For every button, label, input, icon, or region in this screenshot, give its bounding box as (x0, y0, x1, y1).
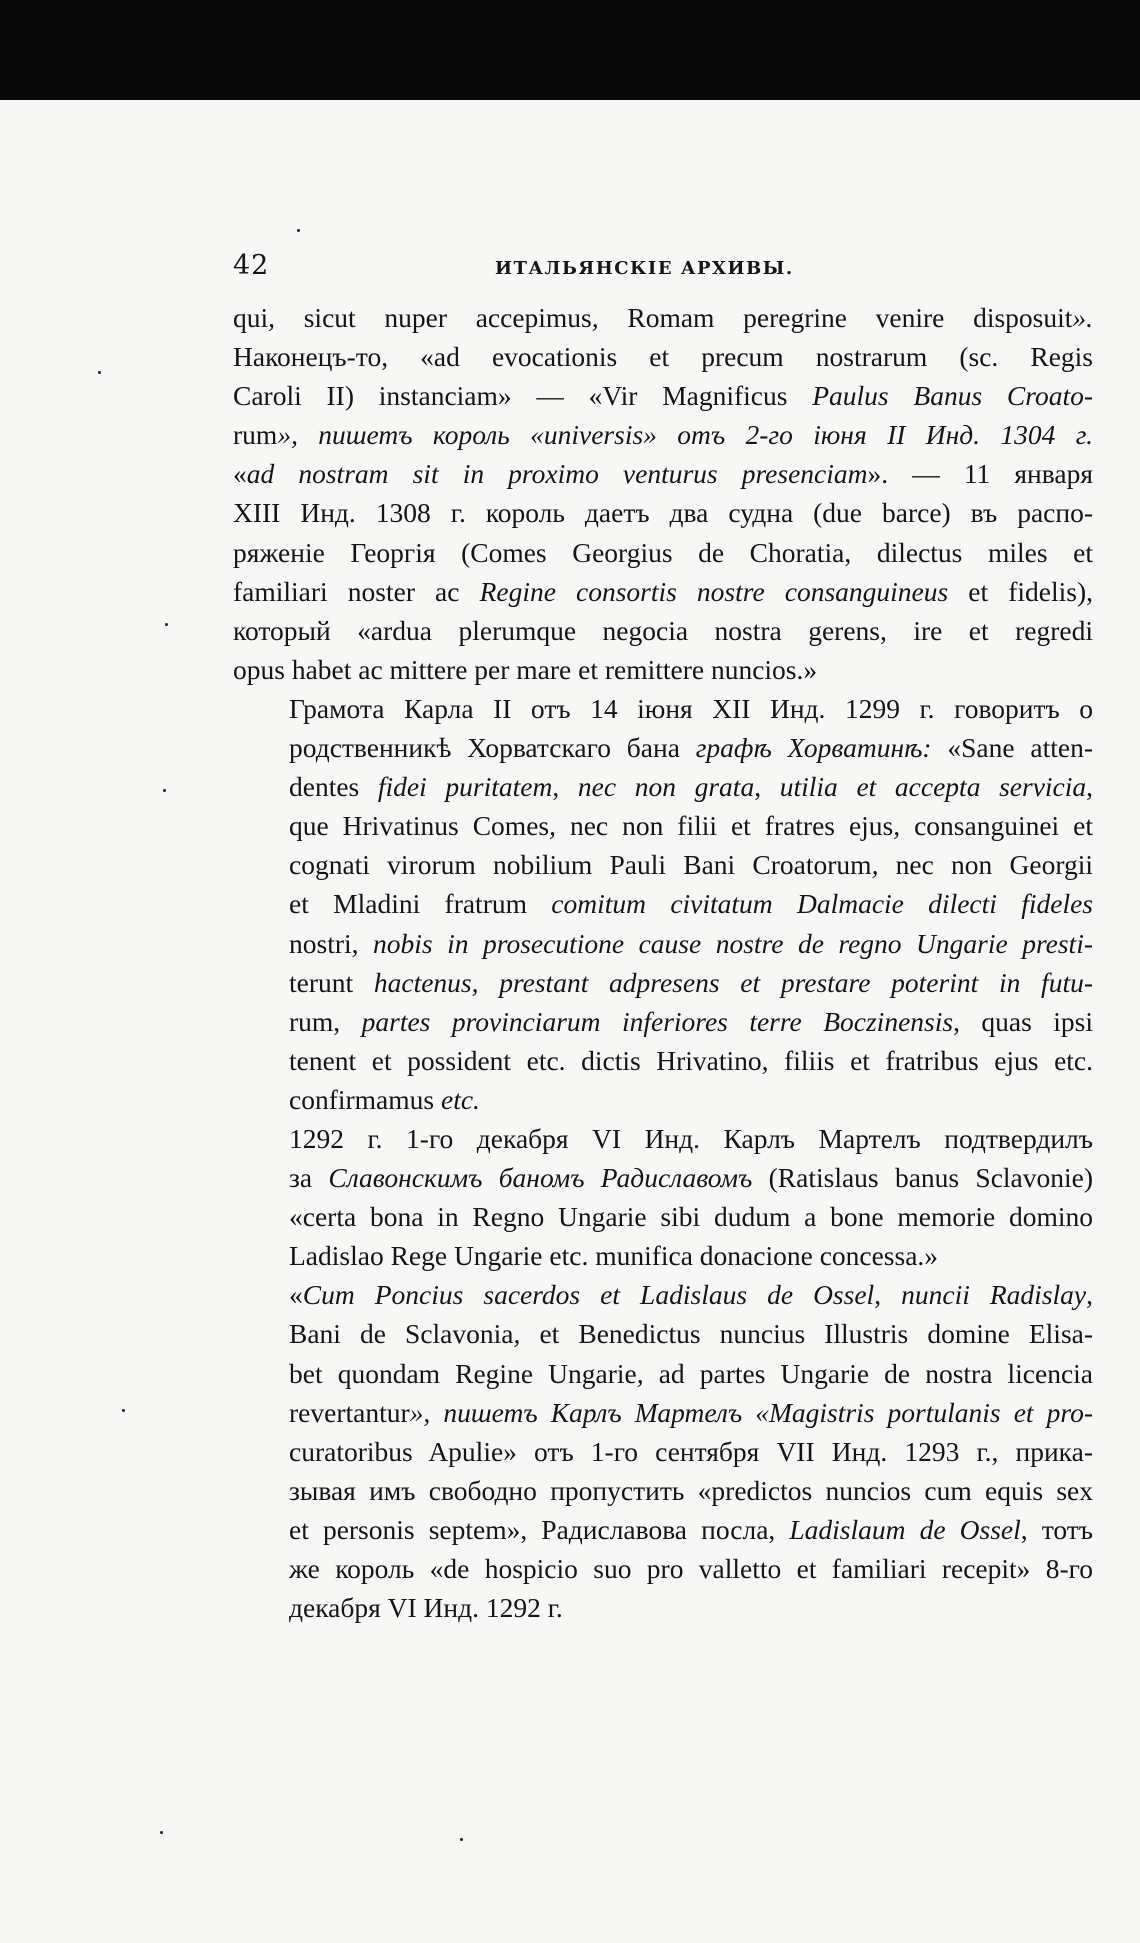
text-span: « (289, 1279, 303, 1311)
text-line (233, 533, 1093, 572)
text-span: ad partes Ungarie de nostra licencia (658, 1357, 1094, 1389)
text-span: revertantur (289, 1396, 410, 1428)
scan-speck (160, 1831, 163, 1834)
italic-span: nuncii Radislay (901, 1279, 1087, 1311)
text-span: ». — 11 января (867, 458, 1094, 490)
scan-speck (460, 1838, 463, 1841)
text-span: Наконецъ-то, «ad evocationis et precum nostrarum (sc. Regis (233, 341, 1093, 373)
italic-span: Regine consortis nostre consanguineus (479, 575, 949, 607)
text-line (233, 1432, 1093, 1471)
scan-speck (98, 371, 101, 374)
text-span: , (874, 1279, 902, 1311)
text-span: nec non Georgii (895, 849, 1094, 881)
text-span: rum (233, 419, 278, 451)
text-span: consanguinei et (914, 810, 1093, 842)
italic-span: utilia et accepta servicia (779, 771, 1087, 803)
italic-span: ». (1072, 302, 1094, 333)
text-span: Ladislao Rege Ungarie etc. munifica donacione concessa.» (289, 1240, 939, 1272)
text-line (233, 1158, 1093, 1197)
italic-span: Cum Poncius sacerdos et Ladislaus de Ossel (302, 1279, 875, 1311)
text-line (233, 806, 1093, 845)
text-span: родственникѣ Хорватскаго бана (289, 732, 696, 764)
scan-speck (297, 229, 300, 232)
text-span: «certa bona in Regno Ungarie sibi dudum a bone memorie domino (289, 1201, 1093, 1233)
page-number: 42 (233, 250, 270, 281)
text-span: qui (233, 302, 269, 333)
text-line (233, 1354, 1093, 1393)
text-span: , (1086, 1279, 1093, 1311)
text-line (233, 924, 1093, 963)
text-span: , тотъ (1020, 1513, 1094, 1545)
paragraph (233, 1275, 1093, 1627)
text-line (233, 1197, 1093, 1236)
italic-span: », пишетъ Карлъ Мартелъ «Magistris portulanis et pro- (409, 1396, 1093, 1428)
text-line (233, 454, 1093, 493)
scan-edge-notch (0, 20, 16, 80)
text-span: который «ardua plerumque negocia nostra gerens, ire et regredi (233, 614, 1093, 646)
text-span: Грамота Карла II отъ 14 іюня XII Инд. 1299 г. говоритъ о (289, 692, 1093, 724)
italic-span: comitum civitatum Dalmacie dilecti fideles (527, 888, 1093, 920)
italic-span: графѣ Хорватинѣ: (695, 732, 932, 764)
text-line (233, 415, 1093, 454)
text-span: bet quondam Regine Ungarie (289, 1357, 637, 1389)
paragraph (233, 298, 1093, 689)
italic-span: , (513, 1318, 540, 1350)
text-line (233, 493, 1093, 532)
text-span: « (233, 458, 247, 490)
text-span: (Ratislaus banus Sclavonie) (752, 1162, 1094, 1194)
text-span: же король «de hospicio suo pro valletto et familiari recepit» 8-го (289, 1553, 1093, 1584)
text-span: curatoribus Apulie» отъ 1-го сентября VII Инд. 1293 г., прика- (289, 1435, 1093, 1467)
text-span: et Mladini fratrum (289, 888, 527, 920)
italic-span: , (549, 810, 570, 842)
paragraph (233, 1119, 1093, 1275)
italic-span: partes provinciarum inferiores terre Boczinensis (361, 1005, 954, 1037)
text-line (233, 298, 1093, 337)
text-line (233, 1119, 1093, 1158)
text-line (233, 689, 1093, 728)
italic-span: , (591, 302, 628, 333)
book-page (233, 238, 1093, 1627)
text-line (233, 1002, 1093, 1041)
text-span: зывая имъ свободно пропустить «predictos nuncios cum equis sex (289, 1474, 1093, 1506)
text-span: sicut nuper accepimus (303, 302, 592, 333)
text-line (233, 1588, 1093, 1627)
text-line (233, 337, 1093, 376)
text-span: , (754, 771, 780, 803)
text-span: opus habet ac mittere per mare et remittere nuncios.» (233, 653, 818, 685)
italic-span: Paulus Banus Croato- (812, 380, 1093, 412)
italic-span: fidei puritatem (377, 771, 553, 803)
text-line (233, 1236, 1093, 1275)
body-text (233, 298, 1093, 1627)
text-span: et Benedictus nuncius Illustris domine Elisa- (539, 1318, 1094, 1350)
italic-span: , (268, 302, 304, 333)
text-span: que Hrivatinus Comes (289, 810, 550, 842)
italic-span: etc. (434, 1083, 480, 1115)
scan-speck (163, 789, 166, 792)
text-span: декабря VI Инд. 1292 г. (289, 1592, 563, 1624)
italic-span: nobis in prosecutione cause nostre de regno Ungarie presti- (373, 927, 1094, 959)
text-span: Romam peregrine venire disposuit (627, 302, 1073, 333)
text-span: , (1086, 771, 1094, 803)
text-line (233, 611, 1093, 650)
running-head (233, 238, 1093, 298)
text-span: rum, (289, 1005, 362, 1037)
text-line (233, 1275, 1093, 1314)
text-line (233, 1471, 1093, 1510)
text-span: et fidelis), (948, 575, 1093, 607)
italic-span: , (636, 1357, 659, 1389)
scan-speck (165, 623, 168, 626)
text-line (233, 1080, 1093, 1119)
text-span: XIII Инд. 1308 г. король даетъ два судна (due barce) въ распо- (233, 497, 1093, 529)
text-span: nostri, (289, 927, 374, 959)
text-line (233, 376, 1093, 415)
italic-span: Ladislaum de Ossel (789, 1513, 1021, 1545)
text-span: et personis septem», Радиславова посла, (289, 1513, 790, 1545)
paragraph (233, 689, 1093, 1119)
text-line (233, 884, 1093, 923)
italic-span: Славонскимъ баномъ Радиславомъ (328, 1162, 753, 1194)
text-line (233, 1549, 1093, 1588)
text-span: ряженіе Георгія (Comes Georgius de Choratia, dilectus miles et (233, 536, 1093, 568)
text-span: nec non filii et fratres ejus (569, 810, 894, 842)
text-line (233, 650, 1093, 689)
text-line (233, 963, 1093, 1002)
text-span: terunt (289, 966, 354, 998)
italic-span: hactenus, prestant adpresens et prestare poterint in futu- (353, 966, 1093, 998)
text-span: dentes (289, 771, 378, 803)
text-span: 1292 г. 1-го декабря VI Инд. Карлъ Мартелъ подтвердилъ (289, 1122, 1093, 1154)
text-span: «Sane atten- (931, 732, 1093, 764)
italic-span: nec non grata (577, 771, 755, 803)
italic-span: », пишетъ король «universis» отъ 2-го іюня II Инд. 1304 г. (277, 419, 1093, 451)
text-line (233, 1393, 1093, 1432)
text-line (233, 1041, 1093, 1080)
text-line (233, 572, 1093, 611)
text-span: familiari noster ac (233, 575, 480, 607)
text-span: tenent et possident etc. dictis Hrivatino, filiis et fratribus ejus etc. (289, 1044, 1093, 1076)
text-line (233, 767, 1093, 806)
text-line (233, 1314, 1093, 1353)
text-span: , (552, 771, 578, 803)
text-span: cognati virorum nobilium Pauli Bani Croatorum (289, 849, 872, 881)
text-line (233, 728, 1093, 767)
text-span: за (289, 1162, 329, 1194)
italic-span: , (893, 810, 915, 842)
text-span: Bani de Sclavonia (289, 1318, 514, 1350)
text-line (233, 1510, 1093, 1549)
scan-speck (122, 1409, 125, 1412)
italic-span: ad nostram sit in proximo venturus presenciam (246, 458, 868, 490)
italic-span: , (871, 849, 896, 881)
running-title: ИТАЛЬЯНСКІЕ АРХИВЫ. (495, 258, 794, 279)
text-span: Caroli II) instanciam» — «Vir Magnificus (233, 380, 813, 412)
text-span: , quas ipsi (953, 1005, 1093, 1037)
text-span: confirmamus (289, 1083, 435, 1115)
text-line (233, 845, 1093, 884)
scan-top-edge (0, 0, 1140, 100)
